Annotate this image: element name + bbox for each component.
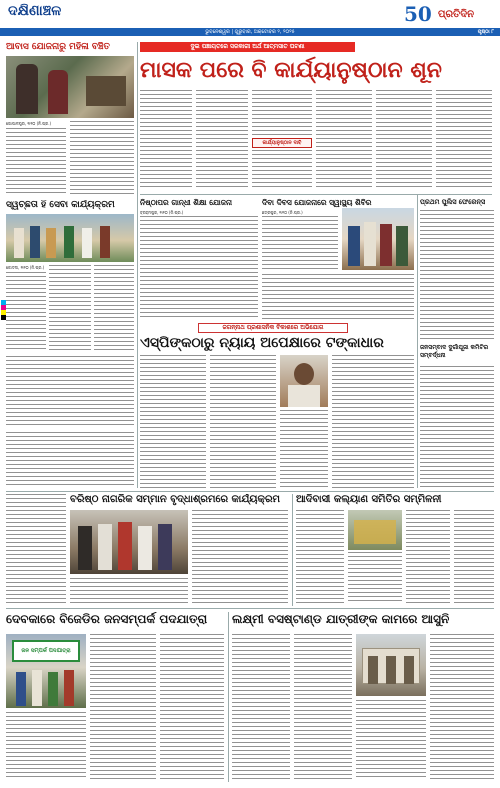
left-mid-body-col3	[94, 265, 134, 352]
rally-banner: ଜନ ସମ୍ପର୍କ ପଦଯାତ୍ରା	[12, 640, 80, 662]
mid-banner-headline: ଏସ୍‌ପିଙ୍କଠାରୁ ନ୍ୟାୟ ଅପେକ୍ଷାରେ ଟଙ୍କାଧାର	[140, 335, 384, 351]
bottom-left-body-col2	[160, 634, 224, 780]
right-col-headline: ପ୍ରଥମ ପୁଲିସ ଫେରେନ୍ସ	[420, 198, 486, 206]
left-mid-body-col1	[6, 272, 46, 352]
mid-story-2-photo	[342, 208, 414, 270]
dateline: ଭୁବନେଶ୍ୱର | ଗୁରୁବାର, ଅକ୍ଟୋବର ୨, ୨୦୨୫	[0, 28, 500, 36]
lower-left-body-right	[192, 510, 288, 604]
left-mid-body-col2	[49, 265, 91, 352]
page-number: ପୃଷ୍ଠା ୮	[477, 29, 494, 35]
mid-story-2-byline: ଛତ୍ରପୁର, ୧ା୧୦ (ନି.ପ୍ର.)	[262, 210, 303, 215]
mid-banner-portrait	[280, 355, 328, 407]
lead-body-col5	[376, 90, 432, 190]
mid-story-2-body	[262, 216, 338, 270]
left-top-headline: ଆବାସ ଯୋଜନାରୁ ମହିଳା ବଞ୍ଚିତ	[6, 42, 110, 52]
lower-far-left-body	[6, 494, 66, 604]
lower-right-headline: ଆଦିବାସୀ କଲ୍ୟାଣ ସମିତିର ସମ୍ମିଳନୀ	[296, 494, 442, 505]
mid-story-1-byline: ବ୍ରହ୍ମପୁର, ୧ା୧୦ (ନି.ପ୍ର.)	[140, 210, 184, 215]
bottom-right-headline: ଲକ୍ଷ୍ମୀ ବସଷ୍ଟାଣ୍ଡ ଯାତ୍ରୀଙ୍କ କାମରେ ଆସୁନି	[232, 612, 450, 626]
left-top-body-col1	[6, 128, 66, 196]
bottom-left-body-below	[6, 712, 86, 780]
mid-banner-body-col4	[332, 355, 414, 488]
section-title: ଦକ୍ଷିଣାଞ୍ଚଳ	[8, 3, 62, 19]
newspaper-logo	[404, 2, 494, 26]
left-top-photo	[6, 56, 134, 118]
mid-story-2-body-b	[262, 274, 414, 320]
lead-headline: ମାସକ ପରେ ବି କାର୍ଯ୍ୟାନୁଷ୍ଠାନ ଶୂନ	[140, 58, 442, 83]
lead-body-col6	[436, 90, 492, 190]
left-mid-headline: ସ୍ୱଚ୍ଛତା ହିଁ ସେବା କାର୍ଯ୍ୟକ୍ରମ	[6, 200, 115, 210]
left-brief-body	[6, 432, 134, 488]
lower-right-body-col4	[454, 510, 494, 604]
lower-left-photo	[70, 510, 188, 574]
color-registration-strip	[1, 300, 6, 320]
mid-story-1-headline: ନିଷ୍ଠାପର ଗାନ୍ଧୀ ଶିକ୍ଷା ଯୋଜନା	[140, 198, 232, 207]
lower-right-photo	[348, 510, 402, 550]
left-mid-photo	[6, 214, 134, 262]
mid-banner-kicker: ଜଗନ୍ନାଥ ପ୍ରଶାସନିକ ବିକାଶରେ ଅଭିଯୋଗ	[198, 323, 348, 333]
newspaper-name: ପ୍ରତିଦିନ	[438, 9, 474, 20]
lower-right-body-col3	[406, 510, 450, 604]
lead-subhead: କାର୍ଯ୍ୟାନୁଷ୍ଠାନ ଦାବି	[252, 138, 312, 148]
masthead	[0, 0, 500, 38]
lower-left-body-below	[70, 578, 188, 604]
right-col-second-headline: ଜନସମ୍ବାଦ ଦୁର୍ଗାପୂଜା କମିଟିର ସମ୍ବର୍ଦ୍ଧନା	[420, 344, 489, 359]
bottom-right-body-col1	[232, 634, 290, 780]
lower-left-headline: ବରିଷ୍ଠ ନାଗରିକ ସମ୍ମାନ ବୃଦ୍ଧାଶ୍ରମରେ କାର୍ଯ୍ୟକ୍ରମ	[70, 494, 281, 505]
lead-body-col1	[140, 90, 192, 190]
bottom-left-body-col1	[90, 634, 156, 780]
right-col-second-body	[420, 366, 494, 488]
lead-body-col3	[252, 90, 312, 136]
right-col-body	[420, 210, 494, 340]
mid-story-1-body	[140, 216, 258, 320]
bottom-right-photo	[356, 634, 426, 696]
bottom-right-body-col3	[356, 700, 426, 780]
mid-banner-body-col3	[280, 410, 328, 488]
mid-banner-body-col2	[210, 355, 276, 488]
lead-strap: ଦୁଇ ପଞ୍ଚାୟତରେ ସରକାରୀ ଅର୍ଥ ଆତ୍ମସାତ ଘଟଣା	[140, 42, 355, 52]
bottom-right-body-col2	[294, 634, 352, 780]
lead-body-col3b	[252, 150, 312, 190]
left-mid-byline: କୋଦଳା, ୧ା୧୦ (ନି.ପ୍ର.)	[6, 265, 45, 270]
left-mid-body-wide	[6, 356, 134, 426]
left-top-body-col2	[70, 121, 134, 196]
lower-right-body-col1	[296, 510, 344, 604]
bottom-left-headline: ଦେବକାରେ ବିଜେଡିର ଜନସମ୍ପର୍କ ପଦଯାତ୍ରା	[6, 612, 208, 626]
mid-banner-body-col1	[140, 355, 206, 488]
mid-story-2-headline: ଦିବା ଦିବସ ଯୋଜନାରେ ସ୍ୱାସ୍ଥ୍ୟ ଶିବିର	[262, 198, 372, 207]
lead-body-col2	[196, 90, 248, 190]
bottom-left-photo	[6, 634, 86, 708]
anniversary-logo-number: 50	[404, 2, 432, 26]
lower-right-body-col2	[348, 552, 402, 604]
bottom-right-body-col4	[430, 634, 494, 780]
lead-body-col4	[316, 90, 372, 190]
left-top-byline: ଗୋପାଳପୁର, ୧ା୧୦ (ନି.ପ୍ର.)	[6, 121, 52, 126]
